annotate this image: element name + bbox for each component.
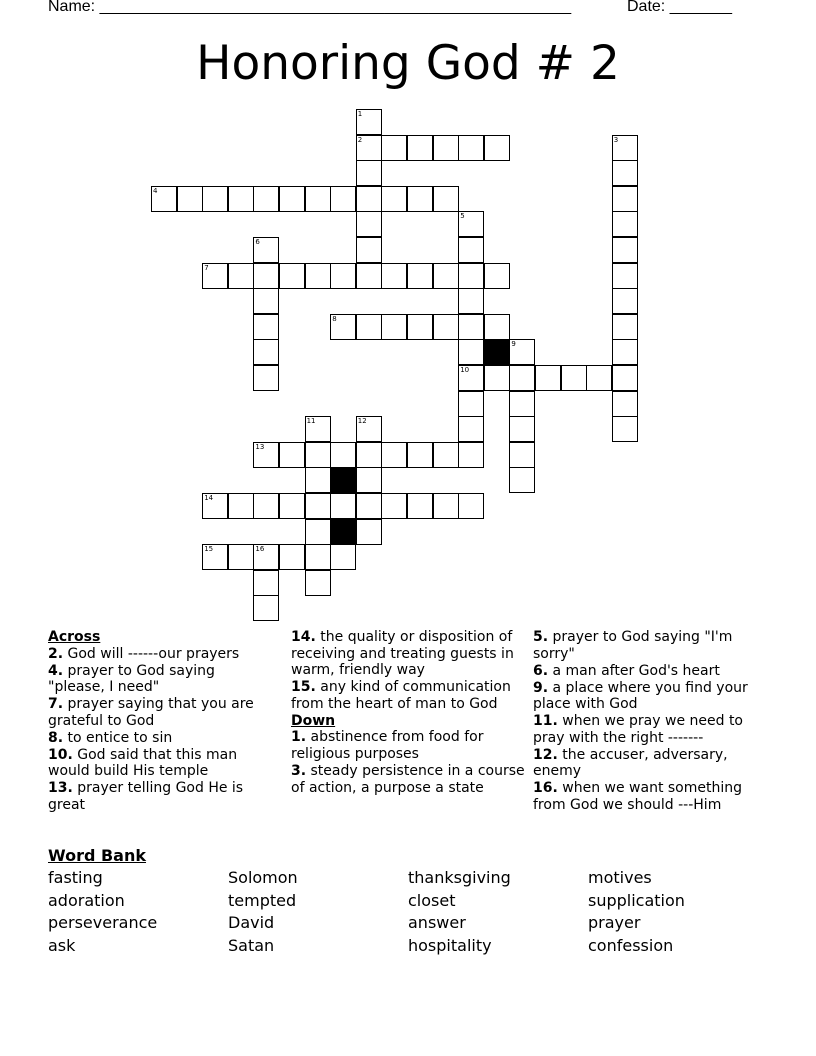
grid-cell[interactable] (356, 493, 382, 519)
grid-cell[interactable] (356, 135, 382, 161)
grid-cell[interactable] (356, 314, 382, 340)
clue-across-10: 10. God said that this man would build His temple (48, 746, 238, 780)
grid-cell[interactable] (433, 442, 459, 468)
grid-cell[interactable] (535, 365, 561, 391)
word-bank-word: closet (408, 890, 456, 910)
grid-cell[interactable] (253, 493, 279, 519)
grid-cell[interactable] (356, 519, 382, 545)
grid-cell[interactable] (253, 595, 279, 621)
grid-cell[interactable] (202, 493, 228, 519)
grid-cell[interactable] (305, 416, 331, 442)
word-bank-word: hospitality (408, 935, 492, 955)
grid-cell[interactable] (330, 442, 356, 468)
grid-cell[interactable] (253, 339, 279, 365)
grid-cell[interactable] (458, 263, 484, 289)
grid-cell[interactable] (509, 442, 535, 468)
page-title: Honoring God # 2 (196, 36, 620, 91)
grid-cell[interactable] (381, 135, 407, 161)
word-bank-word: adoration (48, 890, 125, 910)
grid-cell[interactable] (305, 544, 331, 570)
cell-number: 9 (511, 340, 516, 349)
grid-cell[interactable] (253, 314, 279, 340)
grid-cell[interactable] (407, 263, 433, 289)
grid-cell[interactable] (612, 135, 638, 161)
grid-cell[interactable] (433, 135, 459, 161)
name-field[interactable]: Name: _____________________________________________________ (48, 0, 572, 15)
cell-number: 16 (255, 545, 265, 554)
grid-cell[interactable] (305, 467, 331, 493)
clue-down-6: 6. a man after God's heart (533, 662, 720, 679)
grid-cell[interactable] (612, 211, 638, 237)
grid-cell[interactable] (458, 442, 484, 468)
black-cell (484, 339, 510, 365)
grid-cell[interactable] (509, 467, 535, 493)
grid-cell[interactable] (228, 493, 254, 519)
clues-column-3 (533, 629, 763, 814)
grid-cell[interactable] (381, 314, 407, 340)
grid-cell[interactable] (484, 314, 510, 340)
grid-cell[interactable] (151, 186, 177, 212)
word-bank-word: confession (588, 935, 674, 955)
clue-down-11: 11. when we pray we need to pray with the right ------- (533, 713, 744, 746)
grid-cell[interactable] (330, 263, 356, 289)
grid-cell[interactable] (330, 314, 356, 340)
word-bank-word: answer (408, 913, 466, 933)
word-bank-word: ask (48, 935, 76, 955)
cell-number: 5 (460, 212, 465, 221)
grid-cell[interactable] (612, 365, 638, 391)
cell-number: 15 (204, 545, 214, 554)
clue-across-2: 2. God will ------our prayers (48, 645, 240, 662)
grid-cell[interactable] (484, 263, 510, 289)
word-bank-grid (48, 867, 768, 967)
grid-cell[interactable] (253, 186, 279, 212)
clue-down-12: 12. the accuser, adversary, enemy (533, 746, 728, 780)
grid-cell[interactable] (279, 186, 305, 212)
grid-cell[interactable] (279, 442, 305, 468)
grid-cell[interactable] (612, 314, 638, 340)
word-bank-word: tempted (228, 890, 297, 910)
cell-number: 8 (332, 314, 337, 323)
grid-cell[interactable] (612, 391, 638, 417)
cell-number: 3 (613, 135, 619, 144)
grid-cell[interactable] (228, 186, 254, 212)
clue-across-4: 4. prayer to God saying "please, I need" (48, 662, 215, 696)
grid-cell[interactable] (305, 519, 331, 545)
grid-cell[interactable] (433, 314, 459, 340)
grid-cell[interactable] (458, 339, 484, 365)
grid-cell[interactable] (458, 493, 484, 519)
grid-cell[interactable] (356, 467, 382, 493)
word-bank-word: David (228, 913, 275, 933)
cell-number: 11 (306, 417, 316, 426)
clue-down-1: 1. abstinence from food for religious purposes (291, 729, 484, 762)
grid-cell[interactable] (612, 186, 638, 212)
word-bank-word: Satan (228, 935, 275, 955)
grid-cell[interactable] (202, 544, 228, 570)
grid-cell[interactable] (279, 493, 305, 519)
grid-cell[interactable] (279, 263, 305, 289)
clue-across-14: 14. the quality or disposition of receiving and treating guests in warm, friendly way (291, 629, 514, 679)
grid-cell[interactable] (253, 442, 279, 468)
grid-cell[interactable] (381, 263, 407, 289)
across-heading: Across (48, 629, 101, 645)
grid-cell[interactable] (407, 442, 433, 468)
clue-down-3: 3. steady persistence in a course of action, a purpose a state (291, 762, 525, 796)
clue-across-15: 15. any kind of communication from the heart of man to God (291, 679, 511, 712)
clue-down-5: 5. prayer to God saying "I'm sorry" (533, 629, 733, 662)
grid-cell[interactable] (458, 211, 484, 237)
grid-cell[interactable] (458, 314, 484, 340)
grid-cell[interactable] (612, 237, 638, 263)
grid-cell[interactable] (561, 365, 587, 391)
grid-cell[interactable] (279, 544, 305, 570)
grid-cell[interactable] (305, 493, 331, 519)
grid-cell[interactable] (509, 391, 535, 417)
clue-down-16: 16. when we want something from God we should ---Him (533, 780, 743, 813)
word-bank-word: perseverance (48, 913, 158, 933)
word-bank-word: supplication (588, 890, 685, 910)
grid-cell[interactable] (356, 160, 382, 186)
grid-cell[interactable] (253, 365, 279, 391)
grid-cell[interactable] (330, 544, 356, 570)
cell-number: 1 (357, 110, 363, 118)
down-heading: Down (291, 712, 336, 729)
grid-cell[interactable] (586, 365, 612, 391)
grid-cell[interactable] (458, 135, 484, 161)
grid-cell[interactable] (433, 263, 459, 289)
cell-number: 12 (357, 417, 367, 426)
grid-cell[interactable] (305, 186, 331, 212)
word-bank-word: thanksgiving (408, 868, 511, 887)
word-bank-word: motives (588, 868, 652, 887)
grid-cell[interactable] (330, 493, 356, 519)
grid-cell[interactable] (305, 570, 331, 596)
word-bank-word: fasting (48, 868, 103, 887)
cell-number: 6 (255, 238, 260, 246)
clue-across-8: 8. to entice to sin (48, 729, 173, 746)
grid-cell[interactable] (509, 416, 535, 442)
cell-number: 14 (204, 494, 214, 502)
grid-cell[interactable] (253, 263, 279, 289)
grid-cell[interactable] (407, 314, 433, 340)
grid-cell[interactable] (381, 493, 407, 519)
grid-cell[interactable] (356, 416, 382, 442)
clue-across-7: 7. prayer saying that you are grateful to God (48, 696, 254, 729)
cell-number: 10 (460, 366, 470, 374)
cell-number: 2 (357, 135, 363, 144)
grid-cell[interactable] (228, 544, 254, 570)
grid-cell[interactable] (433, 186, 459, 212)
grid-cell[interactable] (253, 237, 279, 263)
grid-cell[interactable] (356, 211, 382, 237)
grid-cell[interactable] (202, 263, 228, 289)
grid-cell[interactable] (330, 186, 356, 212)
grid-cell[interactable] (356, 109, 382, 135)
grid-cell[interactable] (458, 391, 484, 417)
clue-down-9: 9. a place where you find your place with God (533, 679, 748, 713)
grid-cell[interactable] (612, 416, 638, 442)
black-cell (330, 519, 356, 545)
grid-cell[interactable] (484, 365, 510, 391)
grid-cell[interactable] (253, 288, 279, 314)
grid-cell[interactable] (253, 570, 279, 596)
grid-cell[interactable] (433, 493, 459, 519)
word-bank (48, 845, 768, 967)
grid-cell[interactable] (612, 288, 638, 314)
grid-cell[interactable] (407, 186, 433, 212)
grid-cell[interactable] (612, 339, 638, 365)
word-bank-title: Word Bank (48, 846, 147, 865)
grid-cell[interactable] (458, 365, 484, 391)
grid-cell[interactable] (253, 544, 279, 570)
grid-cell[interactable] (177, 186, 203, 212)
clue-across-13: 13. prayer telling God He is great (48, 780, 244, 813)
black-cell (330, 467, 356, 493)
grid-cell[interactable] (458, 237, 484, 263)
clues-column-1 (48, 629, 270, 814)
grid-cell[interactable] (356, 442, 382, 468)
grid-cell[interactable] (612, 160, 638, 186)
cell-number: 13 (255, 442, 265, 451)
grid-cell[interactable] (509, 339, 535, 365)
grid-cell[interactable] (381, 186, 407, 212)
cell-number: 4 (153, 186, 158, 195)
grid-cell[interactable] (407, 135, 433, 161)
grid-cell[interactable] (458, 288, 484, 314)
word-bank-word: Solomon (228, 868, 298, 887)
grid-cell[interactable] (305, 263, 331, 289)
grid-cell[interactable] (356, 186, 382, 212)
grid-cell[interactable] (458, 416, 484, 442)
grid-cell[interactable] (509, 365, 535, 391)
grid-cell[interactable] (305, 442, 331, 468)
grid-cell[interactable] (612, 263, 638, 289)
grid-cell[interactable] (407, 493, 433, 519)
date-field[interactable]: Date: _______ (627, 0, 732, 15)
grid-cell[interactable] (484, 135, 510, 161)
cell-number: 7 (204, 263, 209, 272)
word-bank-word: prayer (588, 913, 641, 933)
grid-cell[interactable] (356, 237, 382, 263)
grid-cell[interactable] (381, 442, 407, 468)
clues-column-2 (291, 629, 527, 797)
grid-cell[interactable] (356, 263, 382, 289)
grid-cell[interactable] (228, 263, 254, 289)
grid-cell[interactable] (202, 186, 228, 212)
